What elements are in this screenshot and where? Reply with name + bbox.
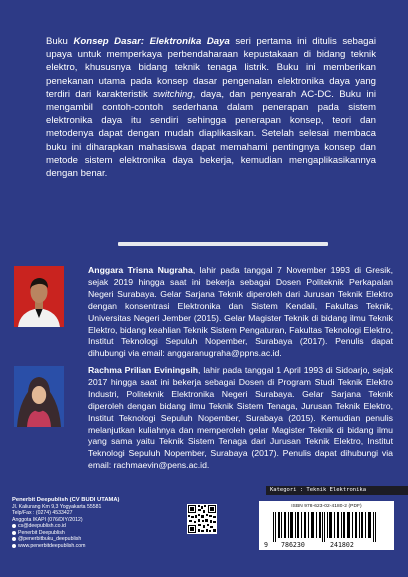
author-bio-text-1: , lahir pada tanggal 7 November 1993 di Gresik, sejak 2019 hingga saat ini bekerja sebagai Dosen Politeknik Perkapalan Negeri Surabaya. Gelar Sarjana Teknik diperoleh dari Jurusan Teknik Elektro dengan konsentrasi Elektronika dan Sistem Kendali, Fakultas Teknik, Universitas Negeri Jember (2015). Gelar Magister Teknik di bidang ilmu Teknik Elektro, bidang keahlian Teknik Sistem Pengaturan, Fakultas Teknologi Elektro, Institut Teknologi Sepuluh Nopember, Surabaya (2017). Penulis dapat dihubungi via email: anggaranugraha@ppns.ac.id.: [88, 265, 393, 359]
author-bio-1: [88, 265, 393, 360]
publisher-facebook: Penerbit Deepublish: [18, 529, 65, 536]
barcode-left-digits: 786230: [281, 541, 305, 549]
publisher-website: www.penerbitdeepublish.com: [18, 542, 86, 549]
category-label: Kategori : Teknik Elektronika: [266, 486, 408, 495]
author-photo-2: [14, 366, 64, 427]
facebook-icon: [12, 531, 16, 535]
publisher-instagram: @penerbitbuku_deepublish: [18, 536, 82, 542]
publisher-info: [12, 497, 152, 549]
author-name-1: Anggara Trisna Nugraha: [88, 265, 193, 275]
author-bio-2: [88, 365, 393, 472]
author-bio-text-2: , lahir pada tanggal 1 April 1993 di Sidoarjo, sejak 2017 hingga saat ini bekerja sebagai Dosen di Program Studi Teknik Elektro Industri, Politeknik Elektronika Negeri Surabaya. Gelar Sarjana Teknik diperoleh dengan bidang ilmu Teknik Sistem Tenaga, Jurusan Teknik Elektro, Institut Teknologi Sepuluh Nopember, Surabaya (2015). Kemudian penulis melanjutkan kuliahnya dan memperoleh gelar Magister Teknik di bidang ilmu yang sama yaitu Teknik Sistem Tenaga dari Jurusan Teknik Elektro, Institut Teknologi Sepuluh Nopember, Surabaya (2017). Penulis dapat dihubungi via email: rachmaevin@pens.ac.id.: [88, 365, 393, 471]
globe-icon: [12, 544, 16, 548]
email-icon: [12, 524, 16, 528]
blurb-text-end: , daya, dan penyearah AC-DC. Buku ini mengambil contoh-contoh sederhana dalam penerapan pada sistem elektronika daya itu sendiri sehingga penerapan konsep, teori dan metodenya dapat dengan mudah diaplikasikan. Setelah selesai membaca buku ini diharapkan mahasiswa dapat memahami pentingnya konsep dan metode sistem elektronika daya bekerja, kemudian mengaplikasikannya dengan benar.: [46, 88, 376, 180]
publisher-address: Jl. Kaliurang Km 9,3 Yogyakarta 55581: [12, 503, 102, 510]
isbn-text: ISBN 978-623-02-4180-2 (PDF): [291, 504, 362, 509]
qr-code: [187, 504, 217, 534]
barcode-right-digits: 241802: [330, 541, 354, 549]
instagram-icon: [12, 537, 16, 541]
back-cover-blurb: [46, 35, 376, 180]
barcode-bars: [267, 512, 387, 542]
publisher-phone: Telp/Fax : (0274) 4533427: [12, 510, 73, 516]
publisher-name: Penerbit Deepublish (CV BUDI UTAMA): [12, 497, 120, 503]
barcode-first-digit: 9: [264, 541, 268, 549]
blurb-switching-term: switching: [153, 88, 193, 100]
section-divider: [118, 242, 328, 246]
book-title: Konsep Dasar: Elektronika Daya: [73, 36, 230, 47]
blurb-prefix: Buku: [46, 36, 74, 47]
publisher-membership: Anggota IKAPI (076/DIY/2012): [12, 516, 83, 523]
publisher-email: cs@deepublish.co.id: [18, 523, 66, 529]
publisher-website-row: [12, 543, 152, 550]
author-photo-1: [14, 266, 64, 327]
blurb-text: seri pertama ini ditulis sebagai upaya untuk memperkaya perbendaharaan kepustakaan di bidang teknik elektro, khususnya bidang teknik tenaga listrik. Buku ini memberikan penekanan utama pada konsep dasar pengenalan elektronika daya yang terdiri dari karakteristik: [46, 36, 376, 100]
author-name-2: Rachma Prilian Eviningsih: [88, 365, 199, 375]
isbn-barcode: [259, 501, 394, 550]
